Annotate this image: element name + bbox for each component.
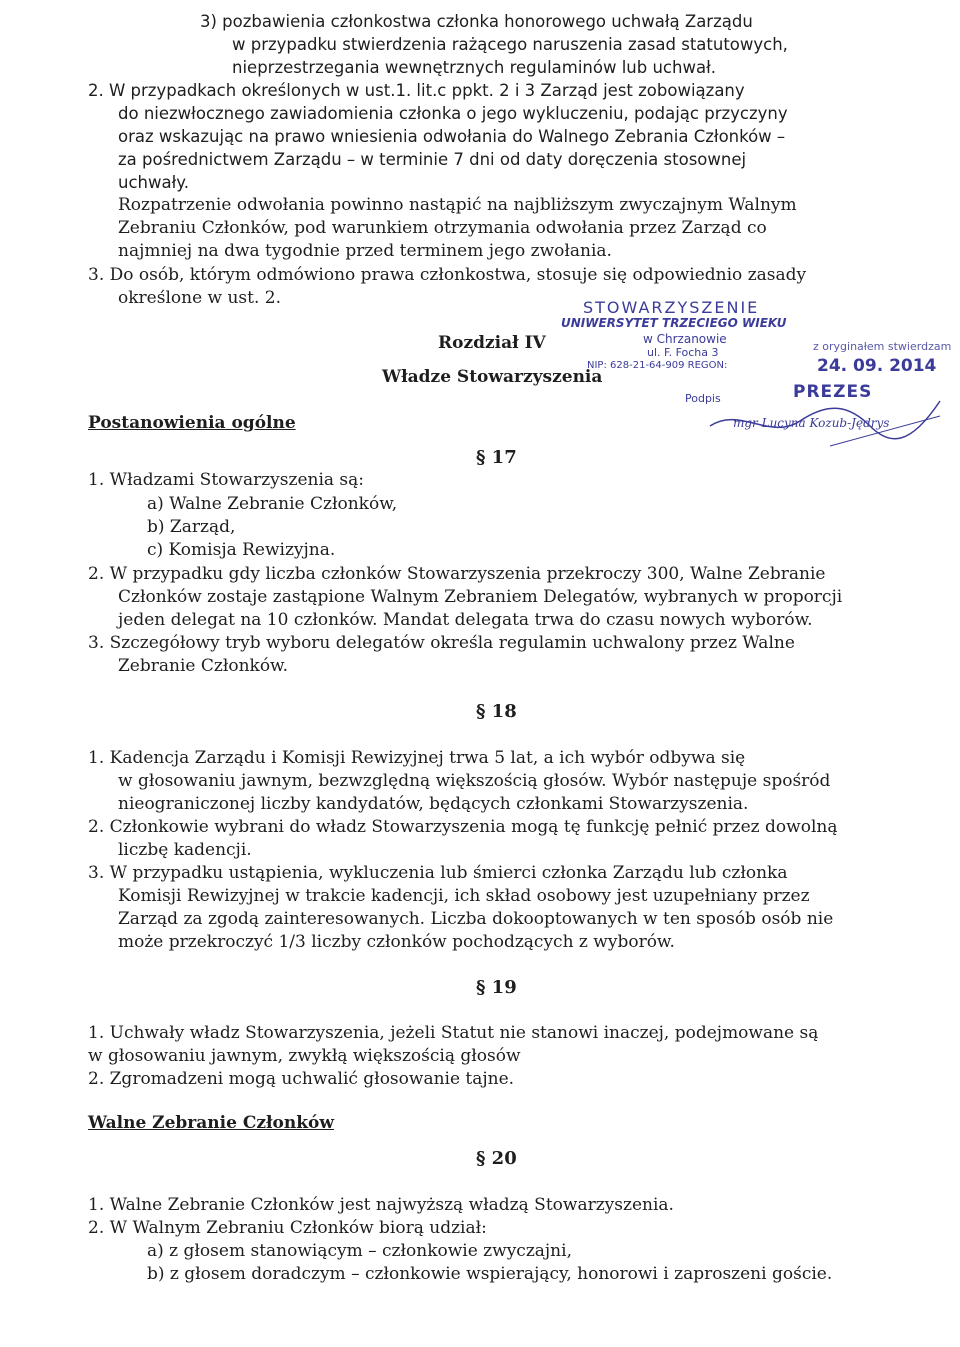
- chapter-subtitle: Władze Stowarzyszenia: [382, 367, 603, 387]
- list-item: c) Komisja Rewizyjna.: [147, 540, 336, 560]
- s18-item-2: 2. Członkowie wybrani do władz Stowarzyszenia mogą tę funkcję pełnić przez dowolną: [88, 817, 838, 837]
- paragraph-review: Rozpatrzenie odwołania powinno nastąpić na najbliższym zwyczajnym Walnym Zebraniu Członków, pod warunkiem otrzymania odwołania przez Zarząd co najmniej na dwa tygodnie przed terminem jego zwołania.: [118, 195, 797, 261]
- section-19: § 19: [476, 977, 517, 998]
- s18-item-3-cont: Komisji Rewizyjnej w trakcie kadencji, ich skład osobowy jest uzupełniany przez Zarząd za zgodą zainteresowanych. Liczba dokooptowanych w ten sposób osób nie może przekroczyć 1/3 liczby członków pochodzących z wyborów.: [118, 886, 834, 952]
- stamp-podpis: Podpis: [685, 392, 721, 405]
- paragraph-2: 2. W przypadkach określonych w ust.1. lit.c ppkt. 2 i 3 Zarząd jest zobowiązany: [88, 81, 745, 100]
- s20-list: [147, 1240, 832, 1286]
- s17-list: [147, 493, 397, 562]
- list-item: b) z głosem doradczym – członkowie wspierający, honorowi i zaproszeni goście.: [147, 1264, 833, 1284]
- s18-item-1-cont: w głosowaniu jawnym, bezwzględną większością głosów. Wybór następuje spośród nieograniczonej liczby kandydatów, będących członkami Stowarzyszenia.: [118, 771, 831, 814]
- stamp-line-4: ul. F. Focha 3: [647, 346, 719, 359]
- stamp-name: mgr Lucyna Kozub-Jędrys: [733, 416, 890, 430]
- s17-item-3-cont: Zebranie Członków.: [118, 656, 288, 676]
- stamp-date: 24. 09. 2014: [817, 356, 937, 376]
- s18-item-1: 1. Kadencja Zarządu i Komisji Rewizyjnej trwa 5 lat, a ich wybór odbywa się: [88, 748, 746, 768]
- s17-item-2: 2. W przypadku gdy liczba członków Stowarzyszenia przekroczy 300, Walne Zebranie: [88, 564, 826, 584]
- s17-item-2-cont: Członków zostaje zastąpione Walnym Zebraniem Delegatów, wybranych w proporcji jeden delegat na 10 członków. Mandat delegata trwa do czasu nowych wyborów.: [118, 587, 843, 630]
- subheading-wzc: Walne Zebranie Członków: [88, 1113, 334, 1133]
- list-item: b) Zarząd,: [147, 517, 236, 537]
- s17-item-1: 1. Władzami Stowarzyszenia są:: [88, 470, 365, 490]
- section-18: § 18: [476, 701, 517, 722]
- s20-item-2: 2. W Walnym Zebraniu Członków biorą udział:: [88, 1218, 487, 1238]
- stamp-line-1: STOWARZYSZENIE: [583, 298, 760, 317]
- stamp-line-3: w Chrzanowie: [643, 332, 727, 346]
- list-item: a) z głosem stanowiącym – członkowie zwyczajni,: [147, 1241, 572, 1261]
- paragraph-3-cont: określone w ust. 2.: [118, 288, 282, 308]
- s19-text: 1. Uchwały władz Stowarzyszenia, jeżeli Statut nie stanowi inaczej, podejmowane są w głosowaniu jawnym, zwykłą większością głosów 2. Zgromadzeni mogą uchwalić głosowanie tajne.: [88, 1023, 819, 1089]
- stamp-line-2: UNIWERSYTET TRZECIEGO WIEKU: [561, 316, 787, 330]
- paragraph-2-cont: do niezwłocznego zawiadomienia członka o jego wykluczeniu, podając przyczyny oraz wskazując na prawo wniesienia odwołania do Walnego Zebrania Członków – za pośrednictwem Zarządu – w terminie 7 dni od daty doręczenia stosownej uchwały.: [118, 104, 788, 192]
- paragraph-3: 3. Do osób, którym odmówiono prawa członkostwa, stosuje się odpowiednio zasady: [88, 265, 807, 285]
- point-3: 3) pozbawienia członkostwa członka honorowego uchwałą Zarządu: [200, 12, 753, 31]
- point-3-cont: w przypadku stwierdzenia rażącego naruszenia zasad statutowych, nieprzestrzegania wewnętrznych regulaminów lub uchwał.: [232, 35, 788, 77]
- stamp-copy-note: z oryginałem stwierdzam: [813, 340, 952, 353]
- stamp-role: PREZES: [793, 382, 873, 402]
- s18-item-3: 3. W przypadku ustąpienia, wykluczenia lub śmierci członka Zarządu lub członka: [88, 863, 788, 883]
- s17-item-3: 3. Szczegółowy tryb wyboru delegatów określa regulamin uchwalony przez Walne: [88, 633, 795, 653]
- subheading-general: Postanowienia ogólne: [88, 413, 296, 433]
- s18-item-2-cont: liczbę kadencji.: [118, 840, 252, 860]
- section-20: § 20: [476, 1148, 517, 1169]
- signature-mark: [700, 396, 950, 456]
- section-17: § 17: [476, 447, 517, 468]
- chapter-title: Rozdział IV: [438, 333, 546, 353]
- stamp-line-5: NIP: 628-21-64-909 REGON:: [587, 360, 728, 371]
- s20-item-1: 1. Walne Zebranie Członków jest najwyższą władzą Stowarzyszenia.: [88, 1195, 674, 1215]
- list-item: a) Walne Zebranie Członków,: [147, 494, 398, 514]
